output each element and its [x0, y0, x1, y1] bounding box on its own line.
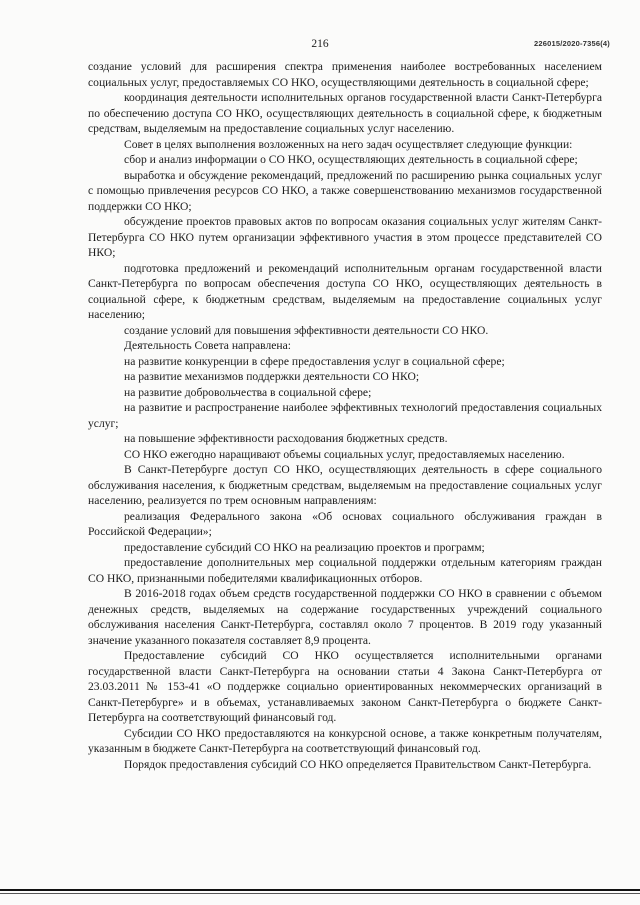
bottom-scan-border	[0, 889, 640, 891]
page-number: 216	[311, 38, 329, 50]
paragraph: выработка и обсуждение рекомендаций, предложений по расширению рынка социальных услуг с помощью привлечения ресурсов СО НКО, а также совершенствованию механизмов государственной поддержки СО НКО;	[88, 168, 602, 213]
paragraph: сбор и анализ информации о СО НКО, осуществляющих деятельность в социальной сфере;	[124, 153, 578, 166]
paragraph: на повышение эффективности расходования бюджетных средств.	[124, 432, 448, 445]
paragraph: обсуждение проектов правовых актов по вопросам оказания социальных услуг жителям Санкт-Петербурга СО НКО путем организации эффективного участия в этом процессе представителей СО НКО;	[88, 215, 602, 259]
paragraph: предоставление дополнительных мер социальной поддержки отдельным категориям граждан СО НКО, признанными победителями квалификационных отборов.	[88, 556, 602, 585]
paragraph: предоставление субсидий СО НКО на реализацию проектов и программ;	[124, 540, 485, 554]
paragraph: СО НКО ежегодно наращивают объемы социальных услуг, предоставляемых населению.	[124, 447, 565, 461]
paragraph: Субсидии СО НКО предоставляются на конкурсной основе, а также конкретным получателям, указанным в бюджете Санкт-Петербурга на соответствующий финансовый год.	[88, 726, 602, 755]
paragraph: на развитие и распространение наиболее эффективных технологий предоставления социальных услуг;	[88, 401, 602, 430]
document-body	[88, 59, 602, 772]
paragraph: Совет в целях выполнения возложенных на него задач осуществляет следующие функции:	[124, 137, 573, 151]
paragraph: на развитие конкуренции в сфере предоставления услуг в социальной сфере;	[124, 354, 505, 368]
bottom-scan-border-thin	[0, 893, 640, 894]
paragraph: на развитие добровольчества в социальной сфере;	[124, 385, 372, 399]
paragraph: создание условий для расширения спектра применения наиболее востребованных населением социальных услуг, предоставляемых СО НКО, осуществляющими деятельность в социальной сфере;	[88, 60, 602, 89]
paragraph: В 2016-2018 годах объем средств государственной поддержки СО НКО в сравнении с объемом денежных средств, выделяемых на содержание государственных учреждений социального обслуживания населения Санкт-Петербурга, составлял около 7 процентов. В 2019 году указанный значение указанного показателя составляет 8,9 процента.	[88, 587, 602, 647]
paragraph: подготовка предложений и рекомендаций исполнительным органам государственной власти Санкт-Петербурга по вопросам обеспечения доступа СО НКО, осуществляющих деятельность в социальной сфере, к бюджетным средствам, выделяемым на предоставление социальных услуг населению;	[88, 261, 602, 321]
paragraph: Порядок предоставления субсидий СО НКО определяется Правительством Санкт-Петербурга.	[124, 757, 592, 771]
paragraph: Деятельность Совета направлена:	[124, 339, 292, 352]
paragraph: координация деятельности исполнительных органов государственной власти Санкт-Петербурга по обеспечению доступа СО НКО, осуществляющих деятельность в социальной сфере, к бюджетным средствам, выделяемым на предоставление социальных услуг населению.	[88, 91, 602, 135]
document-id: 226015/2020-7356(4)	[534, 39, 610, 48]
paragraph: В Санкт-Петербурге доступ СО НКО, осуществляющих деятельность в сфере социального обслуживания населения, к бюджетным средствам, выделяемым на предоставление социальных услуг населению, реализуется по трем основным направлениям:	[88, 463, 602, 507]
paragraph: реализация Федерального закона «Об основах социального обслуживания граждан в Российской Федерации»;	[88, 509, 602, 538]
paragraph: создание условий для повышения эффективности деятельности СО НКО.	[124, 323, 489, 337]
paragraph: на развитие механизмов поддержки деятельности СО НКО;	[124, 370, 420, 383]
paragraph: Предоставление субсидий СО НКО осуществляется исполнительными органами государственной власти Санкт-Петербурга на основании статьи 4 Закона Санкт-Петербурга от 23.03.2011 № 153-41 «О поддержке социально ориентированных некоммерческих организаций в Санкт-Петербурге» и в объемах, устанавливаемых законом Санкт-Петербурга о бюджете Санкт-Петербурга на соответствующий финансовый год.	[88, 649, 602, 724]
